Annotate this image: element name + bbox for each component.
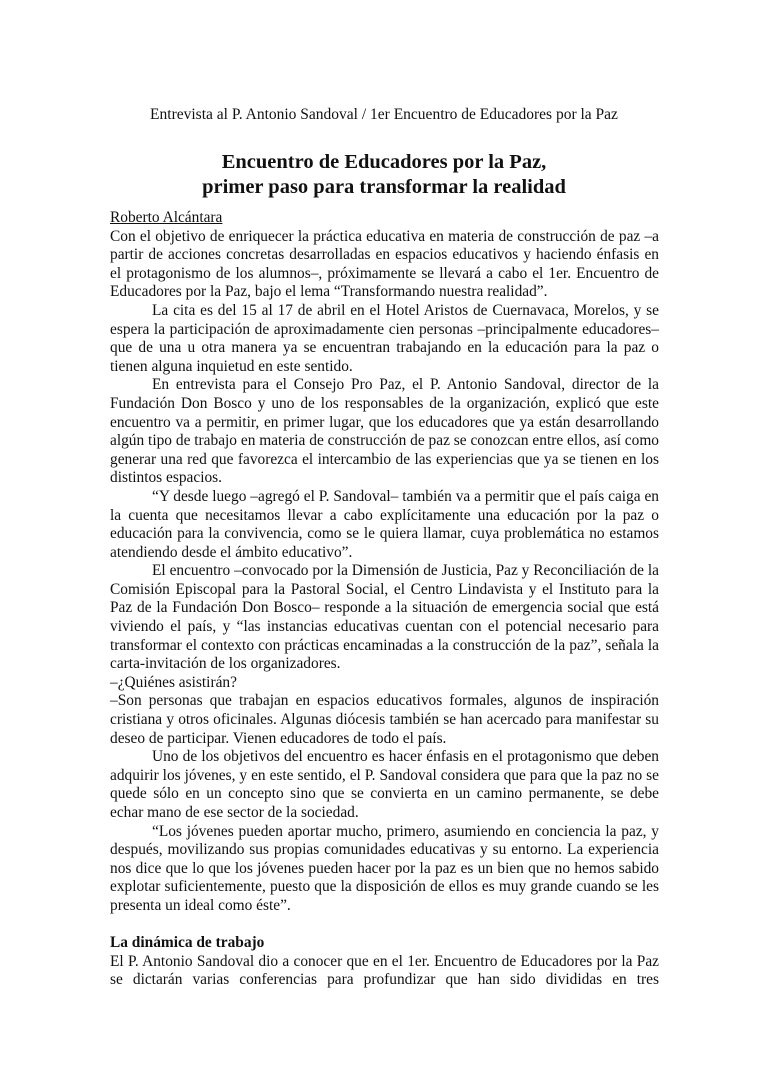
title-line-1: Encuentro de Educadores por la Paz, — [221, 151, 547, 173]
interview-question: –¿Quiénes asistirán? — [110, 673, 237, 691]
paragraph: “Los jóvenes pueden aportar mucho, primero, asumiendo en conciencia la paz, y después, movilizando sus propias comunidades educativas y su entorno. La experiencia nos dice que lo que los jóvenes pueden hacer por la paz es un bien que no hemos sabido explotar suficientemente, puesto que la disposición de ellos es muy grande cuando se les presenta un ideal como éste”. — [110, 822, 659, 914]
paragraph: “Y desde luego –agregó el P. Sandoval– también va a permitir que el país caiga en la cuenta que necesitamos llevar a cabo explícitamente una educación por la paz o educación para la convivencia, como se le quiera llamar, cuya problemática no estamos atendiendo desde el ámbito educativo”. — [110, 487, 659, 561]
paragraph: El encuentro –convocado por la Dimensión de Justicia, Paz y Reconciliación de la Comisión Episcopal para la Pastoral Social, el Centro Lindavista y el Instituto para la Paz de la Fundación Don Bosco– responde a la situación de emergencia social que está viviendo el país, y “las instancias educativas cuentan con el potencial necesario para transformar el contexto con prácticas encaminadas a la construcción de la paz”, señala la carta-invitación de los organizadores. — [110, 562, 659, 673]
title-line-2: primer paso para transformar la realidad — [202, 176, 566, 198]
article-title — [0, 150, 768, 200]
paragraph: En entrevista para el Consejo Pro Paz, el P. Antonio Sandoval, director de la Fundación Don Bosco y uno de los responsables de la organización, explicó que este encuentro va a permitir, en primer lugar, que los educadores que ya están desarrollando algún tipo de trabajo en materia de construcción de paz se conozcan entre ellos, así como generar una red que favorezca el intercambio de las experiencias que ya se tienen en los distintos espacios. — [110, 376, 659, 487]
paragraph: Uno de los objetivos del encuentro es hacer énfasis en el protagonismo que deben adquirir los jóvenes, y en este sentido, el P. Sandoval considera que para que la paz no se quede sólo en un concepto sino que se convierta en un camino permanente, se debe echar mano de ese sector de la sociedad. — [110, 748, 659, 821]
paragraph: Con el objetivo de enriquecer la práctica educativa en materia de construcción de paz –a partir de acciones concretas desarrolladas en espacios educativos y haciendo énfasis en el protagonismo de los alumnos–, próximamente se llevará a cabo el 1er. Encuentro de Educadores por la Paz, bajo el lema “Transformando nuestra realidad”. — [110, 227, 659, 301]
section-heading: La dinámica de trabajo — [110, 934, 265, 952]
author-byline: Roberto Alcántara — [110, 209, 223, 226]
paragraph: La cita es del 15 al 17 de abril en el Hotel Aristos de Cuernavaca, Morelos, y se espera la participación de aproximadamente cien personas –principalmente educadores– que de una u otra manera ya se encuentran trabajando en la educación para la paz o tienen alguna inquietud en este sentido. — [110, 301, 659, 375]
running-header: Entrevista al P. Antonio Sandoval / 1er Encuentro de Educadores por la Paz — [150, 106, 618, 123]
interview-answer: –Son personas que trabajan en espacios educativos formales, algunos de inspiración cristiana y otros oficinales. Algunas diócesis también se han acercado para manifestar su deseo de participar. Vienen educadores de todo el país. — [110, 692, 659, 747]
article-body — [110, 209, 659, 990]
paragraph: El P. Antonio Sandoval dio a conocer que en el 1er. Encuentro de Educadores por la Paz se dictarán varias conferencias para profundizar que han sido divididas en tres — [110, 952, 659, 989]
